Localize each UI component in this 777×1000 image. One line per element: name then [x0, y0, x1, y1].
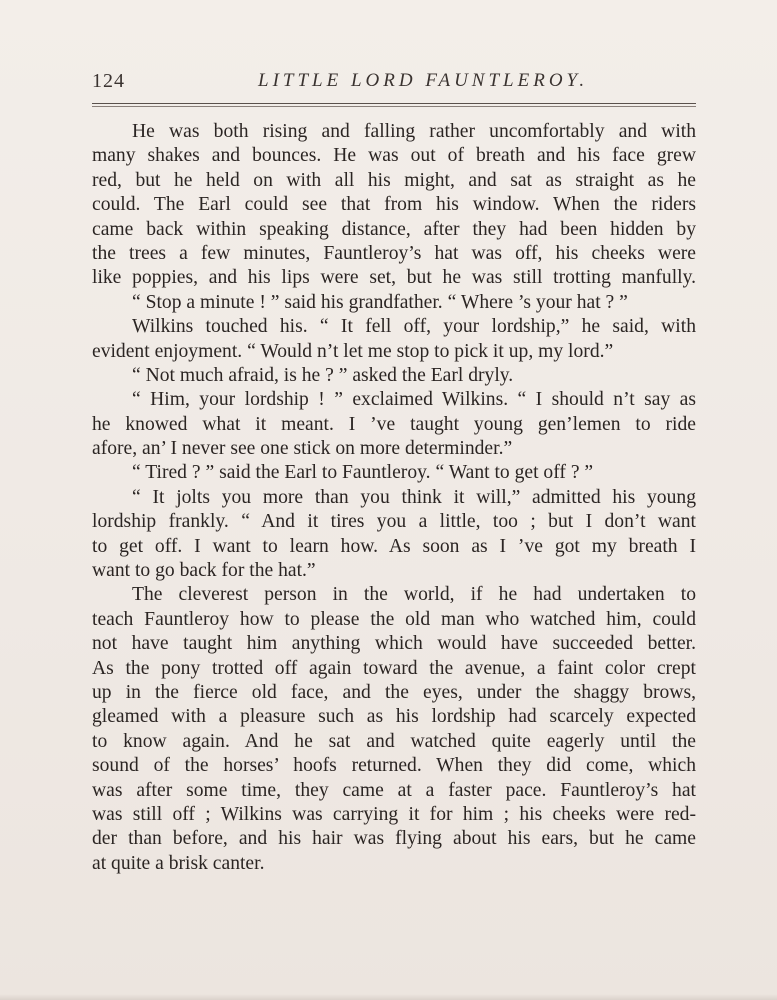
page-number: 124: [92, 70, 125, 92]
text-line: was after some time, they came at a faster pace. Fauntleroy’s hat: [92, 779, 696, 801]
text-line: was still off ; Wilkins was carrying it for him ; his cheeks were red-: [92, 803, 696, 825]
text-line: “ Not much afraid, is he ? ” asked the Earl dryly.: [132, 364, 514, 386]
text-line: lordship frankly. “ And it tires you a little, too ; but I don’t want: [92, 511, 696, 533]
text-line: the trees a few minutes, Fauntleroy’s hat was off, his cheeks were: [92, 242, 696, 264]
text-line: to get off. I want to learn how. As soon as I ’ve got my breath I: [92, 535, 696, 557]
text-line: red, but he held on with all his might, and sat as straight as he: [92, 169, 696, 191]
text-line: came back within speaking distance, after they had been hidden by: [92, 218, 696, 240]
text-line: He was both rising and falling rather uncomfortably and with: [132, 121, 696, 142]
text-line: evident enjoyment. “ Would n’t let me stop to pick it up, my lord.”: [92, 340, 614, 362]
text-line: “ It jolts you more than you think it will,” admitted his young: [132, 486, 696, 508]
text-line: The cleverest person in the world, if he had undertaken to: [132, 584, 696, 606]
page-header: [92, 70, 697, 100]
text-line: not have taught him anything which would have succeeded better.: [92, 633, 696, 655]
text-line: could. The Earl could see that from his window. When the riders: [92, 194, 696, 216]
text-line: like poppies, and his lips were set, but he was still trotting manfully.: [92, 267, 696, 289]
text-line: up in the fierce old face, and the eyes, under the shaggy brows,: [92, 681, 696, 703]
running-title: LITTLE LORD FAUNTLEROY.: [258, 70, 589, 91]
header-rule: [92, 103, 696, 104]
text-line: “ Him, your lordship ! ” exclaimed Wilkins. “ I should n’t say as: [132, 389, 696, 411]
text-line: “ Stop a minute ! ” said his grandfather. “ Where ’s your hat ? ”: [132, 291, 628, 313]
text-line: want to go back for the hat.”: [92, 560, 316, 582]
text-line: afore, an’ I never see one stick on more determinder.”: [92, 438, 513, 460]
text-line: many shakes and bounces. He was out of breath and his face grew: [92, 145, 696, 167]
text-line: As the pony trotted off again toward the avenue, a faint color crept: [92, 657, 696, 679]
text-line: to know again. And he sat and watched quite eagerly until the: [92, 730, 696, 752]
text-line: sound of the horses’ hoofs returned. When they did come, which: [92, 755, 696, 777]
text-line: der than before, and his hair was flying about his ears, but he came: [92, 828, 696, 850]
page-bottom-edge: [0, 994, 777, 1000]
text-line: gleamed with a pleasure such as his lordship had scarcely expected: [92, 706, 696, 728]
header-rule-thin: [92, 106, 696, 107]
text-line: at quite a brisk canter.: [92, 852, 265, 874]
text-line: “ Tired ? ” said the Earl to Fauntleroy. “ Want to get off ? ”: [132, 462, 594, 484]
text-line: he knowed what it meant. I ’ve taught young gen’lemen to ride: [92, 413, 696, 435]
text-line: Wilkins touched his. “ It fell off, your lordship,” he said, with: [132, 316, 696, 338]
body-text: [92, 120, 696, 876]
text-line: teach Fauntleroy how to please the old man who watched him, could: [92, 608, 696, 630]
